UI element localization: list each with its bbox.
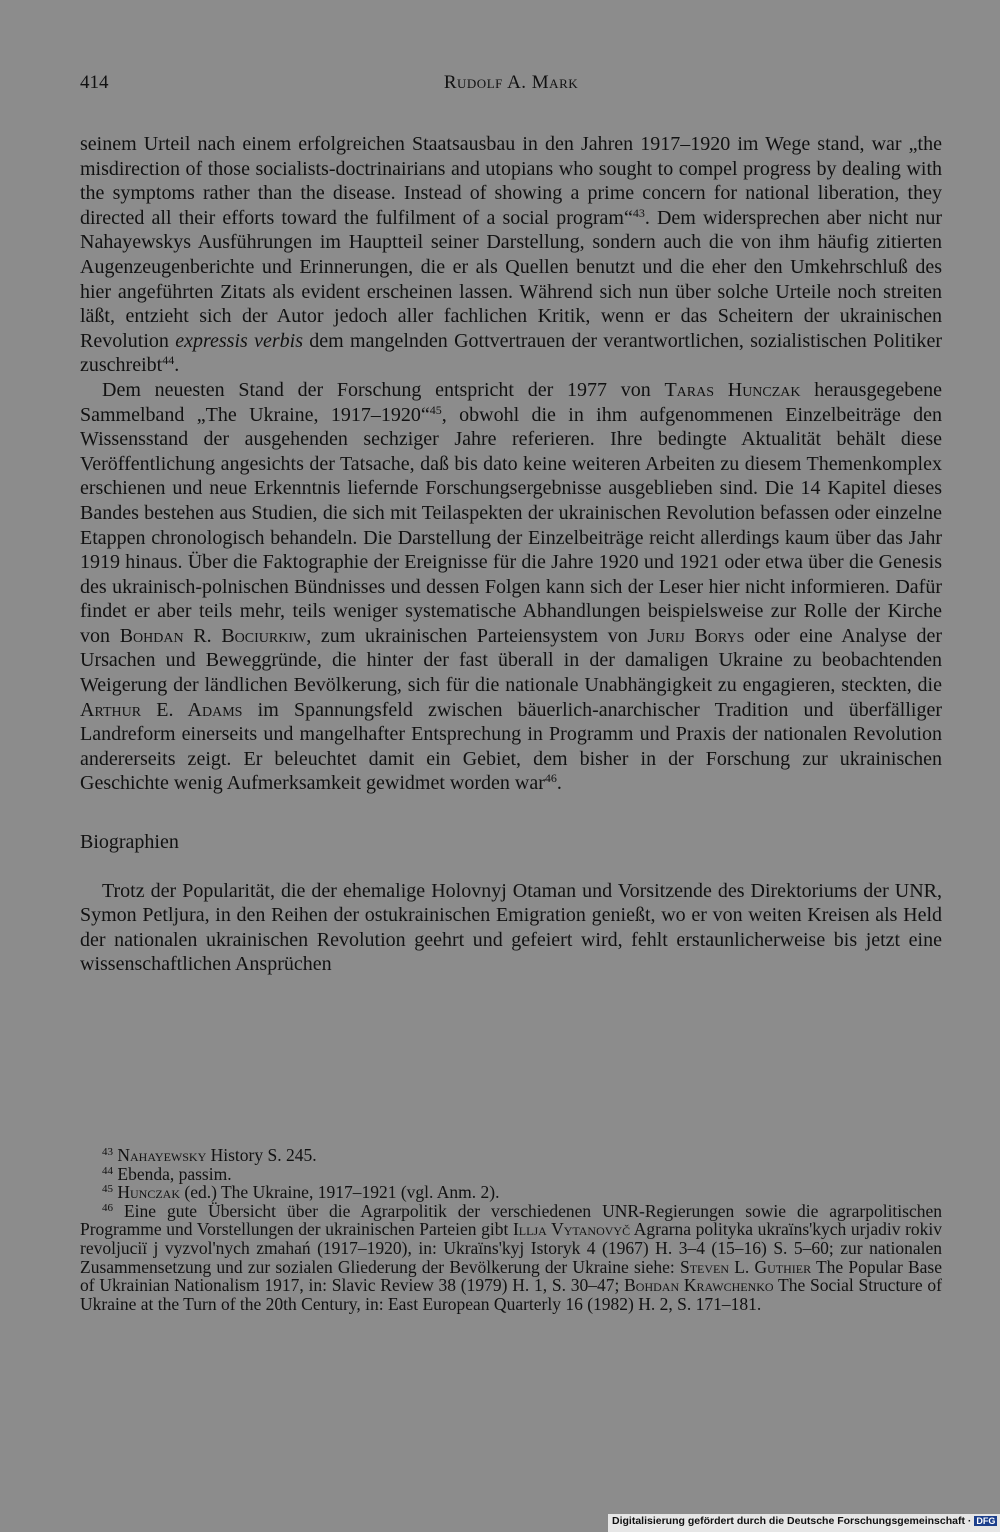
running-head: Rudolf A. Mark	[443, 72, 579, 93]
credit-text: Digitalisierung gefördert durch die Deutsche Forschungsgemeinschaft ·	[612, 1515, 972, 1527]
author-name: Arthur E. Adams	[80, 698, 243, 721]
footnote-ref-43[interactable]: 43	[632, 205, 645, 220]
footnote-ref-46[interactable]: 46	[544, 771, 557, 786]
author-name: Jurij Borys	[647, 624, 745, 647]
main-text	[80, 132, 942, 977]
author-name: Taras Hunczak	[664, 378, 801, 401]
paragraph-2: Dem neuesten Stand der Forschung entspricht der 1977 von Taras Hunczak herausgegebene Sammelband „The Ukraine, 1917–1920“$^{45}$, obwohl die in ihm aufgenommenen Einzelbeiträge den Wissensstand der ausgehenden sechziger Jahre referieren. Ihre bedingte Aktualität behält diese Veröffentlichung angesichts der Tatsache, daß bis dato keine weiteren Arbeiten zu diesem Themenkomplex erschienen und neue Erkenntnis liefernde Forschungsergebnisse ausgeblieben sind. Die 14 Kapitel dieses Bandes bestehen aus Studien, die sich mit Teilaspekten der ukrainischen Revolution befassen oder einzelne Etappen chronologisch behandeln. Die Darstellung der Einzelbeiträge reicht allerdings kaum über das Jahr 1919 hinaus. Über die Faktographie der Ereignisse für die Jahre 1920 und 1921 oder etwa über die Genesis des ukrainisch-polnischen Bündnisses und dessen Folgen kann sich der Leser hier nicht informieren. Dafür findet er aber teils mehr, teils weniger systematische Abhandlungen beispielsweise zur Rolle der Kirche von Bohdan R. Bociurkiw, zum ukrainischen Parteiensystem von Jurij Borys oder eine Analyse der Ursachen und Beweggründe, die hinter der fast überall in der damaligen Ukraine zu beobachtenden Weigerung der ländlichen Bevölkerung, sich für die nationale Unabhängigkeit zu engagieren, steckten, die Arthur E. Adams im Spannungsfeld zwischen bäuerlich-anarchischer Tradition und überfälliger Landreform einerseits und mangelhafter Entsprechung in Programm und Praxis der nationalen Revolution andererseits zeigt. Er beleuchtet damit ein Gebiet, dem bisher in der Forschung zur ukrainischen Geschichte wenig Aufmerksamkeit gewidmet worden war$^{46}$.	[80, 378, 943, 795]
author-name: Bohdan R. Bociurkiw	[119, 624, 307, 647]
page-number: 414	[80, 72, 109, 93]
footnote-45: $^{45}$ Hunczak (ed.) The Ukraine, 1917–1921 (vgl. Anm. 2).	[102, 1182, 500, 1203]
paragraph-3: Trotz der Popularität, die der ehemalige Holovnyj Otaman und Vorsitzende des Direktoriums der UNR, Symon Petljura, in den Reihen der ostukrainischen Emigration genießt, wo er von weiten Kreisen als Held der nationalen ukrainischen Revolution geehrt und gefeiert wird, fehlt erstaunlicherweise bis jetzt eine wissenschaftlichen Ansprüchen	[80, 879, 942, 976]
italic-phrase: expressis verbis	[175, 329, 303, 352]
digitization-credit	[608, 1514, 1000, 1532]
footnote-43: $^{43}$ Nahayewsky History S. 245.	[102, 1145, 317, 1165]
dfg-logo: DFG	[976, 1516, 996, 1526]
footnote-44: $^{44}$ Ebenda, passim.	[102, 1163, 232, 1184]
footnote-46: $^{46}$ Eine gute Übersicht über die Agrarpolitik der verschiedenen UNR-Regierungen sowie die agrarpolitischen Programme und Vorstellungen der ukrainischen Parteien gibt Illja Vytanovyč Agrarna polityka ukraïns'kych urjadiv rokiv revoljuciï j vyzvol'nych zmahań (1917–1920), in: Ukraïns'kyj Istoryk 4 (1967) H. 3–4 (15–16) S. 5–60; zur nationalen Zusammensetzung und zur sozialen Gliederung der Bevölkerung der Ukraine siehe: Steven L. Guthier The Popular Base of Ukrainian Nationalism 1917, in: Slavic Review 38 (1979) H. 1, S. 30–47; Bohdan Krawchenko The Social Structure of Ukraine at the Turn of the 20th Century, in: East European Quarterly 16 (1982) H. 2, S. 171–181.	[80, 1200, 943, 1314]
footnote-ref-44[interactable]: 44	[162, 353, 175, 368]
footnote-ref-45[interactable]: 45	[429, 402, 442, 417]
page-header	[80, 72, 942, 100]
footnotes	[80, 1146, 942, 1313]
section-heading: Biographien	[80, 831, 179, 854]
paragraph-1: seinem Urteil nach einem erfolgreichen Staatsausbau in den Jahren 1917–1920 im Wege stand, war „the misdirection of those socialists-doctrinairians and utopians who sought to compel progress by dealing with the symptoms rather than the disease. Instead of showing a prime concern for national liberation, they directed all their efforts toward the fulfilment of a social program“$^{43}$. Dem widersprechen aber nicht nur Nahayewskys Ausführungen im Hauptteil seiner Darstellung, sondern auch die von ihm häufig zitierten Augenzeugenberichte und Erinnerungen, die er als Quellen benutzt und die eher den Umkehrschluß des hier angeführten Zitats als evident erscheinen lassen. Während sich nun über solche Urteile noch streiten läßt, entzieht sich der Autor jedoch aller fachlichen Kritik, wenn er das Scheitern der ukrainischen Revolution expressis verbis dem mangelnden Gottvertrauen der verantwortlichen, sozialistischen Politiker zuschreibt$^{44}$.	[80, 133, 942, 377]
